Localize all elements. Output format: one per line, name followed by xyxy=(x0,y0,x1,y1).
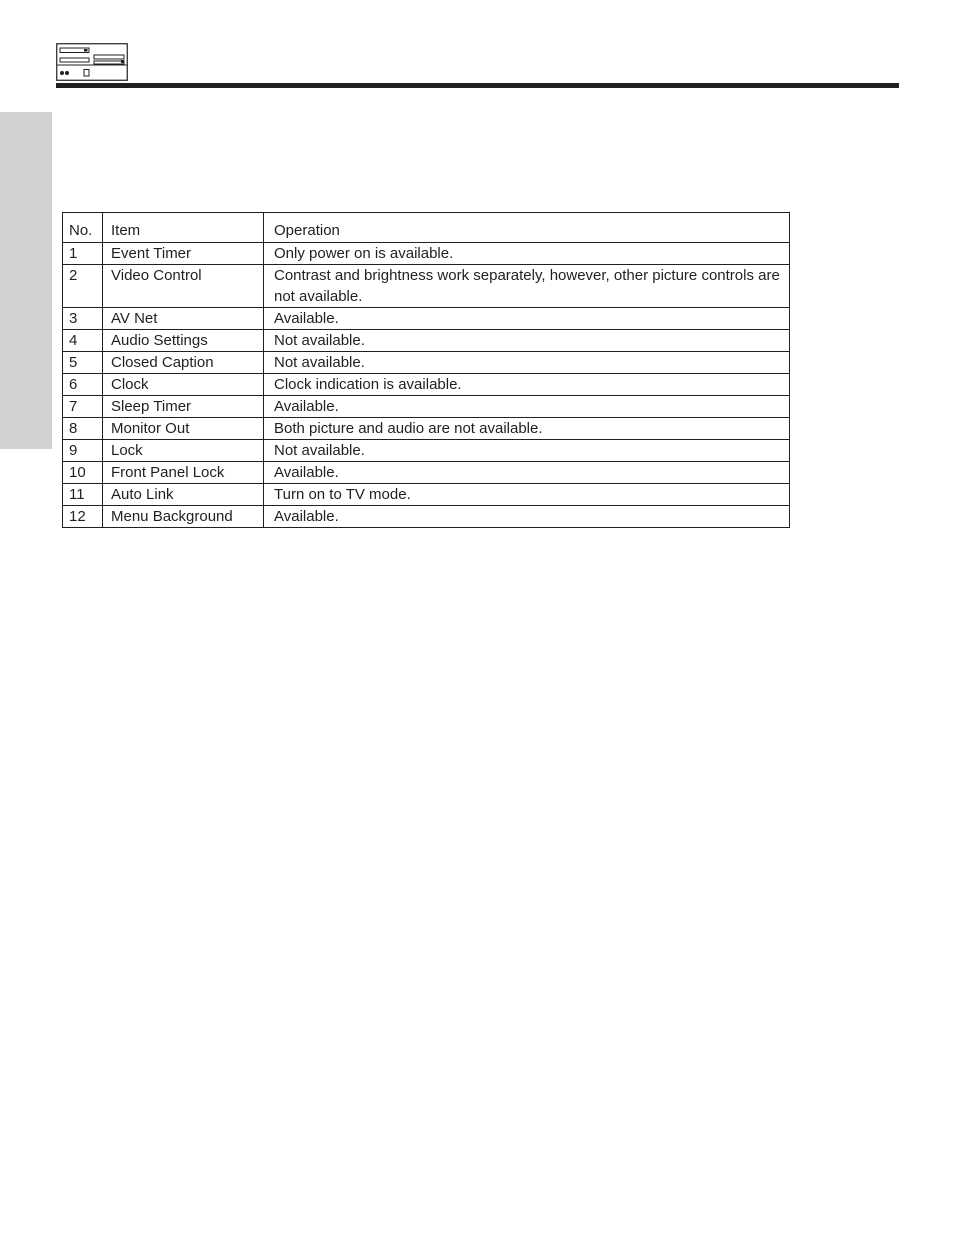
table-row xyxy=(63,352,790,374)
table-row xyxy=(63,418,790,440)
table-row xyxy=(63,462,790,484)
row-operation: Not available. xyxy=(264,352,790,374)
table-row xyxy=(63,243,790,265)
row-item: Auto Link xyxy=(103,484,264,506)
column-header-item: Item xyxy=(103,213,264,243)
row-item: Video Control xyxy=(103,265,264,308)
row-number: 4 xyxy=(63,330,103,352)
side-tab xyxy=(0,112,52,449)
row-item: Audio Settings xyxy=(103,330,264,352)
row-item: Lock xyxy=(103,440,264,462)
table-header-row xyxy=(63,213,790,243)
operations-table xyxy=(62,212,790,528)
row-item: Front Panel Lock xyxy=(103,462,264,484)
row-number: 12 xyxy=(63,506,103,528)
table-row xyxy=(63,330,790,352)
row-operation: Clock indication is available. xyxy=(264,374,790,396)
row-item: Monitor Out xyxy=(103,418,264,440)
row-operation: Available. xyxy=(264,396,790,418)
row-operation: Both picture and audio are not available. xyxy=(264,418,790,440)
row-operation: Available. xyxy=(264,308,790,330)
row-item: Sleep Timer xyxy=(103,396,264,418)
row-number: 8 xyxy=(63,418,103,440)
row-number: 3 xyxy=(63,308,103,330)
row-item: Event Timer xyxy=(103,243,264,265)
row-operation: Not available. xyxy=(264,330,790,352)
row-item: Closed Caption xyxy=(103,352,264,374)
row-item: Clock xyxy=(103,374,264,396)
table-row xyxy=(63,484,790,506)
table-row xyxy=(63,265,790,308)
table-row xyxy=(63,396,790,418)
row-number: 2 xyxy=(63,265,103,308)
row-operation: Turn on to TV mode. xyxy=(264,484,790,506)
row-number: 5 xyxy=(63,352,103,374)
row-operation: Available. xyxy=(264,462,790,484)
vcr-device-icon xyxy=(56,43,128,81)
row-number: 9 xyxy=(63,440,103,462)
row-operation: Contrast and brightness work separately, however, other picture controls are not available. xyxy=(264,265,790,308)
row-number: 1 xyxy=(63,243,103,265)
row-number: 7 xyxy=(63,396,103,418)
row-number: 6 xyxy=(63,374,103,396)
table-row xyxy=(63,374,790,396)
row-item: AV Net xyxy=(103,308,264,330)
row-item: Menu Background xyxy=(103,506,264,528)
row-number: 11 xyxy=(63,484,103,506)
table-row xyxy=(63,506,790,528)
row-operation: Not available. xyxy=(264,440,790,462)
column-header-operation: Operation xyxy=(264,213,790,243)
row-number: 10 xyxy=(63,462,103,484)
row-operation: Only power on is available. xyxy=(264,243,790,265)
table-row xyxy=(63,440,790,462)
header-rule xyxy=(56,83,899,88)
column-header-no: No. xyxy=(63,213,103,243)
row-operation: Available. xyxy=(264,506,790,528)
table-row xyxy=(63,308,790,330)
